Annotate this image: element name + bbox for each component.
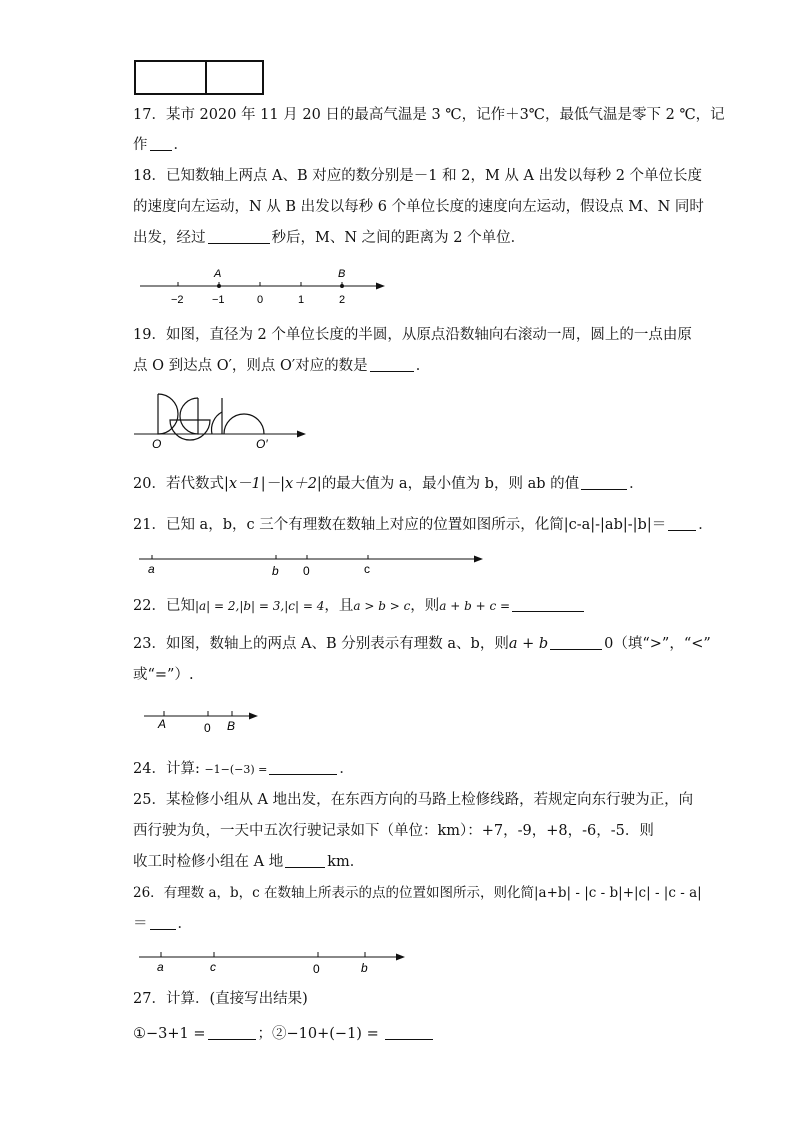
q26-label-b: b xyxy=(361,961,368,975)
q23-label-a: A xyxy=(158,717,167,731)
q21-axis-arrow xyxy=(474,556,483,563)
q17-line1: 17．某市 2020 年 11 月 20 日的最高气温是 3 ℃，记作＋3℃，最低气温是零下 2 ℃，记 xyxy=(133,107,725,123)
q23-expr: a + b xyxy=(508,636,549,652)
q20-line xyxy=(133,475,644,493)
q20-end: ． xyxy=(629,476,644,492)
q23-label-b: B xyxy=(227,719,236,733)
q18-line1: 18．已知数轴上两点 A、B 对应的数分别是－1 和 2，M 从 A 出发以每秒 2 个单位长度 xyxy=(133,168,703,184)
q17-end: ． xyxy=(173,137,188,153)
q21-answer-blank[interactable] xyxy=(668,516,696,531)
q26-label-0: 0 xyxy=(313,962,320,976)
q18-point-label-b: B xyxy=(338,268,346,280)
q26-answer-blank[interactable] xyxy=(150,915,176,930)
q27-line1: 27．计算．(直接写出结果) xyxy=(133,991,308,1007)
q22-mid: ，且 xyxy=(324,598,354,614)
q25-line3a: 收工时检修小组在 A 地 xyxy=(133,854,284,870)
q18-point-a xyxy=(217,284,221,288)
q19-semicircle-mid xyxy=(180,398,198,434)
q24-line xyxy=(133,760,354,779)
q22-mid2: ，则 xyxy=(410,598,440,614)
q19-label-o: O xyxy=(152,437,162,451)
q20-prefix: 20．若代数式 xyxy=(133,476,224,492)
q27-answer-blank-2[interactable] xyxy=(385,1025,433,1040)
q18-line3 xyxy=(133,229,525,247)
q18-point-label-a: A xyxy=(214,268,222,280)
q23-line2: 或“=”）. xyxy=(133,667,194,683)
q26-line2 xyxy=(133,915,192,933)
table-divider xyxy=(205,62,207,93)
q21-label-0: 0 xyxy=(303,564,310,578)
q23-answer-blank[interactable] xyxy=(550,635,602,650)
q18-line2: 的速度向左运动，N 从 B 出发以每秒 6 个单位长度的速度向左运动，假设点 M、N 同时 xyxy=(133,199,704,215)
q22-expr: |a| = 2,|b| = 3,|c| = 4 xyxy=(194,599,325,613)
q24-prefix: 24．计算: xyxy=(133,761,200,777)
q18-tick-label: 1 xyxy=(298,294,305,306)
q23-line1a: 23．如图，数轴上的两点 A、B 分别表示有理数 a、b，则 xyxy=(133,636,509,652)
q23-number-line xyxy=(140,706,264,736)
q21-label-b: b xyxy=(272,564,279,578)
q17-line2-text: 作 xyxy=(133,137,148,153)
q25-answer-blank[interactable] xyxy=(285,853,325,868)
q27-line2 xyxy=(133,1025,435,1043)
q24-end: ． xyxy=(339,761,354,777)
q18-tick-label: 2 xyxy=(339,294,346,306)
q18-line3a: 出发，经过 xyxy=(133,230,206,246)
q23-line1b: 0（填“>”，“<” xyxy=(604,636,711,652)
q25-line1: 25．某检修小组从 A 地出发，在东西方向的马路上检修线路，若规定向东行驶为正，向 xyxy=(133,792,694,808)
q20-expr: |x－1|－|x＋2| xyxy=(223,476,322,492)
q24-answer-blank[interactable] xyxy=(269,760,337,775)
q21-line1 xyxy=(133,516,713,534)
q23-axis-arrow xyxy=(249,713,258,720)
q21-text: 21．已知 a，b，c 三个有理数在数轴上对应的位置如图所示，化简|c-a|-|ab|-|b|＝ xyxy=(133,517,667,533)
q21-label-c: c xyxy=(364,562,370,576)
q18-number-line xyxy=(135,265,395,307)
q22-cond: a > b > c xyxy=(353,599,411,613)
q26-label-c: c xyxy=(210,960,216,974)
q25-line3 xyxy=(133,853,364,871)
q18-axis-arrow xyxy=(376,283,385,290)
q27-part2: ②−10+(−1) = xyxy=(272,1026,379,1042)
q19-semicircle-figure xyxy=(130,390,310,452)
q19-semicircle-start xyxy=(158,394,178,434)
q26-number-line xyxy=(135,948,410,978)
q26-end: ． xyxy=(177,916,192,932)
q22-answer-blank[interactable] xyxy=(512,597,584,612)
q21-label-a: a xyxy=(148,562,155,576)
q27-answer-blank-1[interactable] xyxy=(208,1025,256,1040)
q21-end: ． xyxy=(698,517,713,533)
q19-answer-blank[interactable] xyxy=(370,357,414,372)
q26-line1: 26．有理数 a，b，c 在数轴上所表示的点的位置如图所示，则化简|a+b| - |c - b|+|c| - |c - a| xyxy=(133,885,702,901)
q26-axis-arrow xyxy=(396,954,405,961)
q18-answer-blank[interactable] xyxy=(208,229,270,244)
q19-line2 xyxy=(133,357,430,375)
q19-semicircle-end xyxy=(224,414,264,434)
q19-arc-small xyxy=(212,412,222,434)
q19-axis-arrow xyxy=(297,431,306,438)
answer-table-fragment xyxy=(134,60,264,95)
q22-ask: a + b + c = xyxy=(439,599,511,613)
q18-tick-label: 0 xyxy=(257,294,264,306)
q22-prefix: 22．已知 xyxy=(133,598,195,614)
q26-line2a: ＝ xyxy=(133,916,148,932)
q19-line2a: 点 O 到达点 O′，则点 O′对应的数是 xyxy=(133,358,368,374)
q20-answer-blank[interactable] xyxy=(581,475,627,490)
q22-line xyxy=(133,597,586,615)
q25-line3b: km． xyxy=(327,854,365,870)
q18-line3b: 秒后，M、N 之间的距离为 2 个单位． xyxy=(271,230,526,246)
q18-tick-label: −1 xyxy=(212,294,225,306)
q27-part1: ①−3+1 = xyxy=(133,1026,206,1042)
q20-suffix: 的最大值为 a，最小值为 b，则 ab 的值 xyxy=(321,476,580,492)
q19-end: ． xyxy=(415,358,431,374)
q19-label-o-prime: O′ xyxy=(256,437,268,451)
q27-sep: ； xyxy=(257,1026,273,1042)
q18-point-b xyxy=(340,284,344,288)
q24-expr: −1−(−3) = xyxy=(204,763,268,776)
q18-tick-label: −2 xyxy=(171,294,184,306)
q17-answer-blank[interactable] xyxy=(150,136,172,151)
q23-line1 xyxy=(133,635,711,653)
q23-label-0: 0 xyxy=(204,721,211,735)
q19-line1: 19．如图，直径为 2 个单位长度的半圆，从原点沿数轴向右滚动一周，圆上的一点由原 xyxy=(133,327,692,343)
q26-label-a: a xyxy=(157,960,164,974)
q17-line2 xyxy=(133,136,188,154)
q25-line2: 西行驶为负，一天中五次行驶记录如下（单位：km）：+7，-9，+8，-6，-5．则 xyxy=(133,823,654,839)
q21-number-line xyxy=(135,548,487,578)
